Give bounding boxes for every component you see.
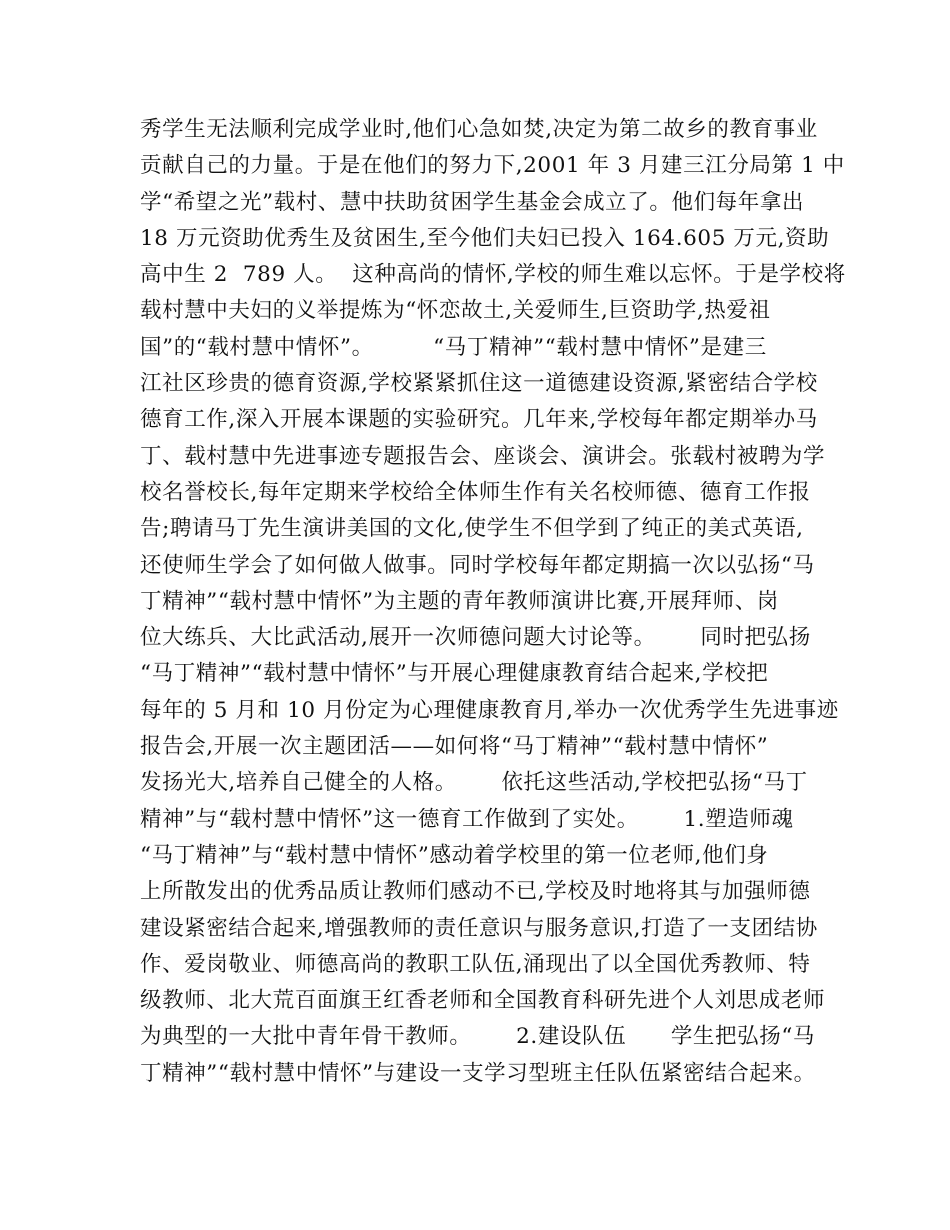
text-line: 告;聘请马丁先生演讲美国的文化,使学生不但学到了纯正的美式英语, xyxy=(140,516,804,542)
text-line: 还使师生学会了如何做人做事。同时学校每年都定期搞一次以弘扬“马 xyxy=(140,552,815,578)
text-line: 载村慧中夫妇的义举提炼为“怀恋故土,关爱师生,巨资助学,热爱祖 xyxy=(140,298,771,324)
text-line: 精神”与“载村慧中情怀”这一德育工作做到了实处。 1.塑造师魂 xyxy=(140,806,794,832)
text-line: 位大练兵、大比武活动,展开一次师德问题大讨论等。 同时把弘扬 xyxy=(140,625,811,651)
text-line: 德育工作,深入开展本课题的实验研究。几年来,学校每年都定期举办马 xyxy=(140,407,818,433)
text-line: 为典型的一大批中青年骨干教师。 2.建设队伍 学生把弘扬“马 xyxy=(140,1024,816,1050)
text-line: 18 万元资助优秀生及贫困生,至今他们夫妇已投入 164.605 万元,资助 xyxy=(140,225,830,251)
text-line: “马丁精神”“载村慧中情怀”与开展心理健康教育结合起来,学校把 xyxy=(140,661,769,687)
text-line: 报告会,开展一次主题团活——如何将“马丁精神”“载村慧中情怀” xyxy=(140,734,769,760)
text-line: 丁精神”“载村慧中情怀”为主题的青年教师演讲比赛,开展拜师、岗 xyxy=(140,588,779,614)
text-line: 贡献自己的力量。于是在他们的努力下,2001 年 3 月建三江分局第 1 中 xyxy=(140,153,845,179)
text-line: 学“希望之光”载村、慧中扶助贫困学生基金会成立了。他们每年拿出 xyxy=(140,189,805,215)
text-line: 上所散发出的优秀品质让教师们感动不已,学校及时地将其与加强师德 xyxy=(140,879,811,905)
text-line: 丁精神”“载村慧中情怀”与建设一支学习型班主任队伍紧密结合起来。 xyxy=(140,1060,816,1086)
text-line: 每年的 5 月和 10 月份定为心理健康教育月,举办一次优秀学生先进事迹 xyxy=(140,697,839,723)
text-line: 丁、载村慧中先进事迹专题报告会、座谈会、演讲会。张载村被聘为学 xyxy=(140,443,826,469)
text-line: 国”的“载村慧中情怀”。 “马丁精神”“载村慧中情怀”是建三 xyxy=(140,334,767,360)
text-line: 作、爱岗敬业、师德高尚的教职工队伍,涌现出了以全国优秀教师、特 xyxy=(140,951,811,977)
text-line: 级教师、北大荒百面旗王红香老师和全国教育科研先进个人刘思成老师 xyxy=(140,988,826,1014)
body-text xyxy=(140,112,846,1092)
text-line: “马丁精神”与“载村慧中情怀”感动着学校里的第一位老师,他们身 xyxy=(140,842,769,868)
text-line: 发扬光大,培养自己健全的人格。 依托这些活动,学校把弘扬“马丁 xyxy=(140,770,808,796)
text-line: 江社区珍贵的德育资源,学校紧紧抓住这一道德建设资源,紧密结合学校 xyxy=(140,371,818,397)
text-line: 高中生 2 789 人。 这种高尚的情怀,学校的师生难以忘怀。于是学校将 xyxy=(140,262,846,288)
text-line: 建设紧密结合起来,增强教师的责任意识与服务意识,打造了一支团结协 xyxy=(140,915,818,941)
text-line: 秀学生无法顺利完成学业时,他们心急如焚,决定为第二故乡的教育事业 xyxy=(140,117,818,142)
text-line: 校名誉校长,每年定期来学校给全体师生作有关名校师德、德育工作报 xyxy=(140,479,811,505)
